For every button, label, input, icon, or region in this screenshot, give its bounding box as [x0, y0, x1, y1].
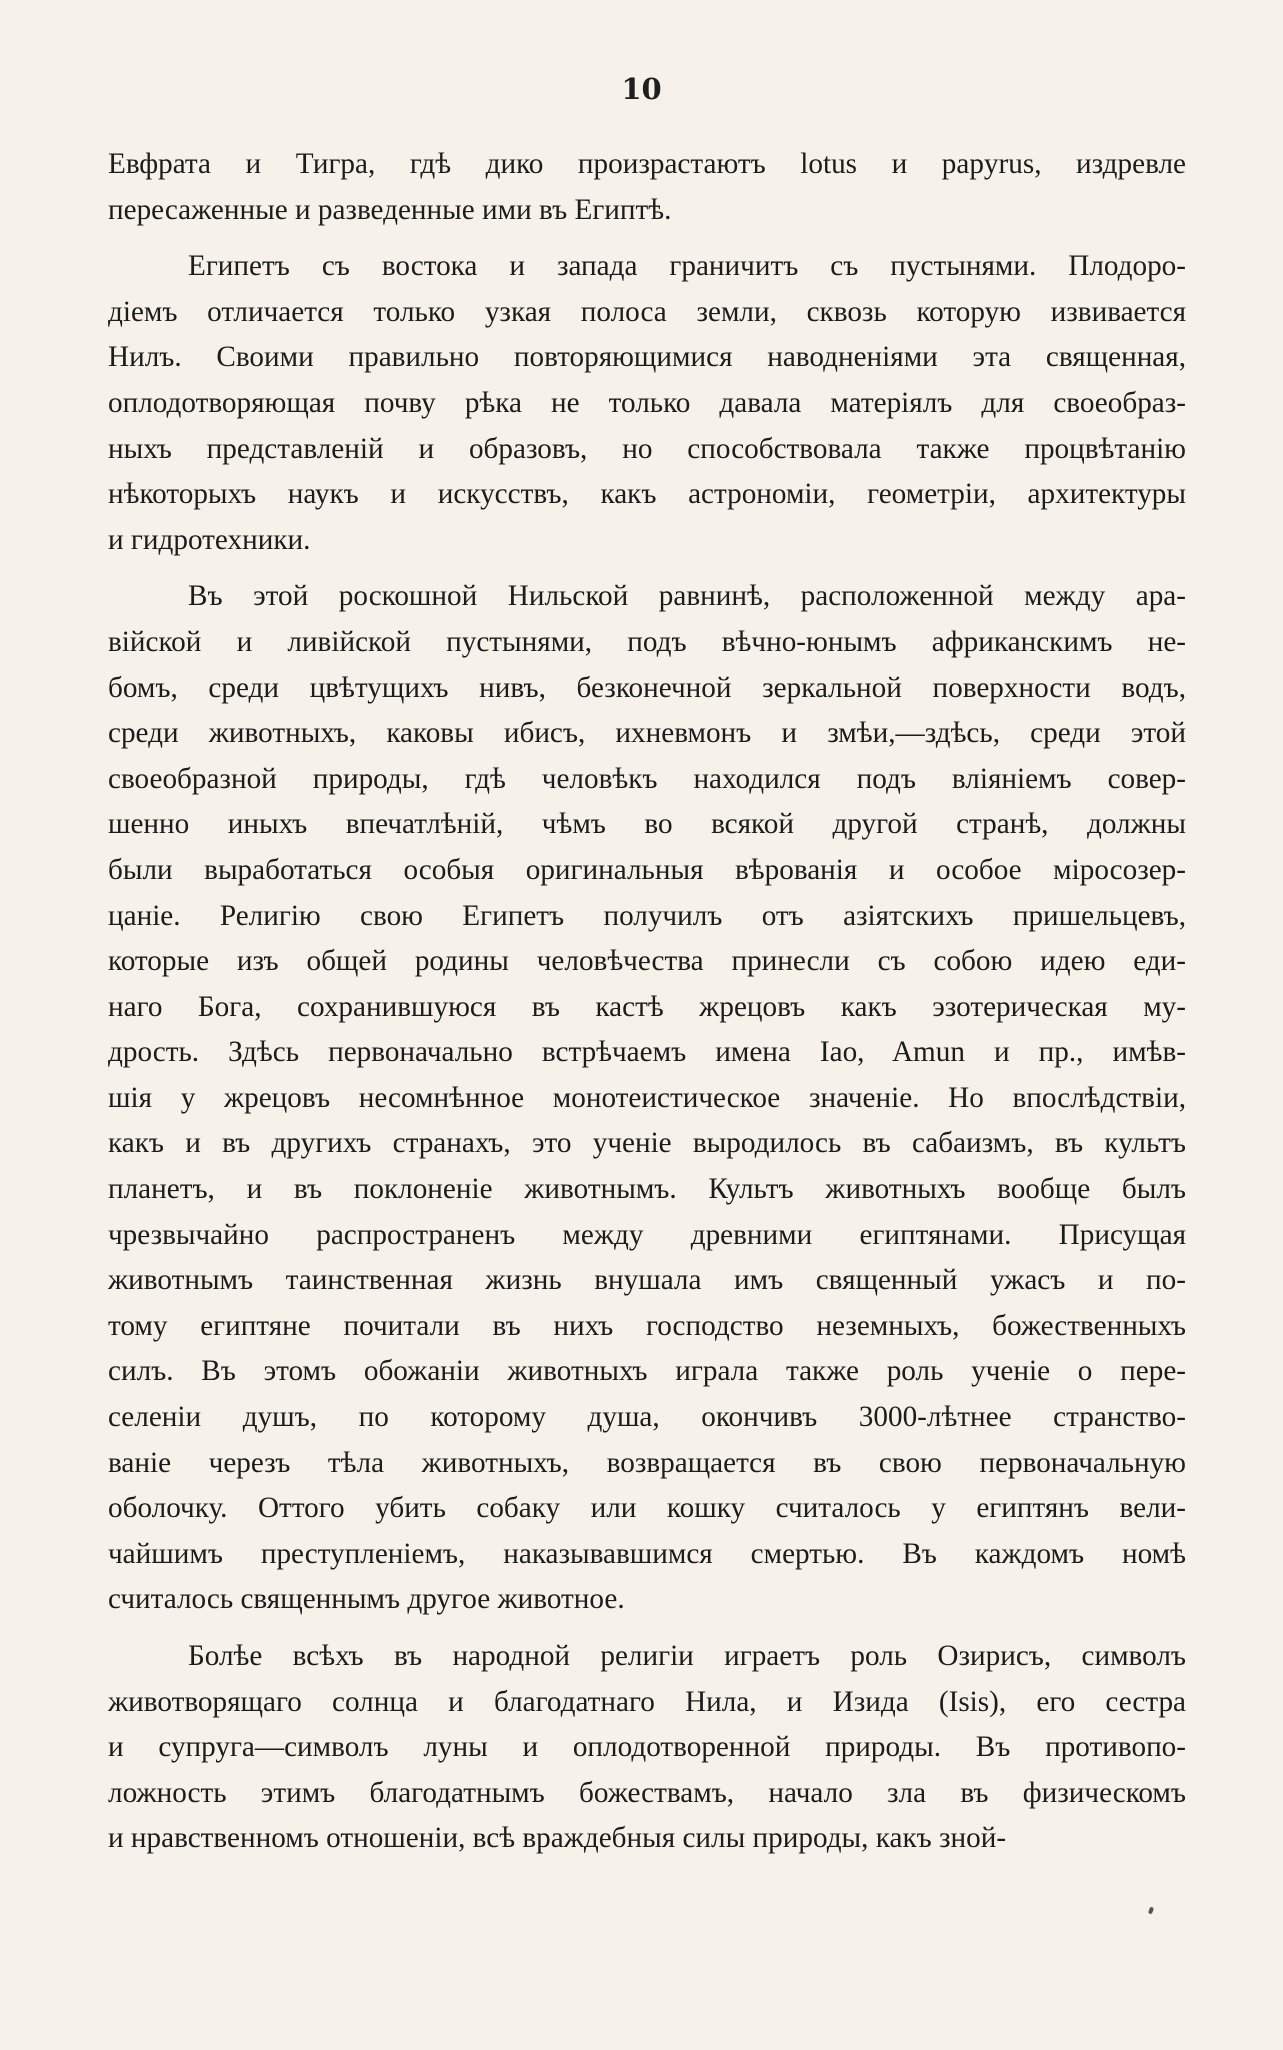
paragraph — [108, 574, 1186, 1623]
ink-speck — [1148, 1907, 1154, 1915]
text-line: оболочку. Оттого убить собаку или кошку считалось у египтянъ вели- — [108, 1492, 1186, 1525]
paragraph — [108, 1634, 1186, 1862]
text-line: нѣкоторыхъ наукъ и искусствъ, какъ астрономіи, геометріи, архитектуры — [108, 478, 1186, 511]
text-line: чрезвычайно распространенъ между древними египтянами. Присущая — [108, 1218, 1186, 1251]
text-line: Болѣе всѣхъ въ народной религіи играетъ роль Озирисъ, символъ — [188, 1640, 1186, 1672]
text-line: Нилъ. Своими правильно повторяющимися наводненіями эта священная, — [108, 341, 1186, 374]
text-line: оплодотворяющая почву рѣка не только давала матеріялъ для своеобраз- — [108, 386, 1186, 419]
text-line: были выработаться особыя оригинальныя вѣрованія и особое міросозер- — [108, 853, 1186, 886]
text-line: Въ этой роскошной Нильской равнинѣ, расположенной между ара- — [188, 580, 1186, 613]
text-line: цаніе. Религію свою Египетъ получилъ отъ азіятскихъ пришельцевъ, — [108, 899, 1186, 932]
text-line: которые изъ общей родины человѣчества принесли съ собою идею еди- — [108, 945, 1186, 978]
text-line: наго Бога, сохранившуюся въ кастѣ жрецовъ какъ эзотерическая му- — [108, 990, 1186, 1023]
text-line: планетъ, и въ поклоненіе животнымъ. Культъ животныхъ вообще былъ — [108, 1173, 1186, 1206]
text-line: своеобразной природы, гдѣ человѣкъ находился подъ вліяніемъ совер- — [108, 762, 1186, 795]
text-line: тому египтяне почитали въ нихъ господство неземныхъ, божественныхъ — [108, 1309, 1186, 1342]
text-line: считалось священнымъ другое животное. — [108, 1583, 625, 1616]
text-line: дрость. Здѣсь первоначально встрѣчаемъ имена Iao, Amun и пр., имѣв- — [108, 1036, 1186, 1069]
text-line: шія у жрецовъ несомнѣнное монотеистическое значеніе. Но впослѣдствіи, — [108, 1081, 1186, 1114]
text-line: и супруга—символъ луны и оплодотворенной природы. Въ противопо- — [108, 1731, 1186, 1764]
text-line: Евфрата и Тигра, гдѣ дико произрастаютъ lotus и papyrus, издревле — [108, 148, 1186, 180]
paragraph — [108, 142, 1186, 233]
text-line: чайшимъ преступленіемъ, наказывавшимся смертью. Въ каждомъ номѣ — [108, 1537, 1186, 1570]
text-line: Египетъ съ востока и запада граничитъ съ пустынями. Плодоро- — [188, 250, 1186, 283]
text-line: селеніи душъ, по которому душа, окончивъ 3000-лѣтнее странство- — [108, 1401, 1186, 1434]
text-line: животнымъ таинственная жизнь внушала имъ священный ужасъ и по- — [108, 1264, 1186, 1297]
text-line: бомъ, среди цвѣтущихъ нивъ, безконечной зеркальной поверхности водъ, — [108, 671, 1186, 704]
body-text — [108, 142, 1186, 1873]
text-line: ваніе черезъ тѣла животныхъ, возвращается въ свою первоначальную — [108, 1446, 1186, 1479]
text-line: війской и ливійской пустынями, подъ вѣчно-юнымъ африканскимъ не- — [108, 625, 1186, 658]
text-line: діемъ отличается только узкая полоса земли, сквозь которую извивается — [108, 295, 1186, 328]
text-line: какъ и въ другихъ странахъ, это ученіе выродилось въ сабаизмъ, въ культъ — [108, 1127, 1186, 1160]
text-line: и гидротехники. — [108, 523, 311, 556]
text-line: среди животныхъ, каковы ибисъ, ихневмонъ и змѣи,—здѣсь, среди этой — [108, 717, 1186, 750]
text-line: ложность этимъ благодатнымъ божествамъ, начало зла въ физическомъ — [108, 1776, 1186, 1809]
text-line: пересаженные и разведенные ими въ Египтѣ. — [108, 193, 672, 226]
paragraph — [108, 244, 1186, 563]
page-number: 10 — [621, 72, 662, 106]
text-line: шенно иныхъ впечатлѣній, чѣмъ во всякой другой странѣ, должны — [108, 808, 1186, 841]
text-line: ныхъ представленій и образовъ, но способствовала также процвѣтанію — [108, 432, 1186, 465]
text-line: животворящаго солнца и благодатнаго Нила, и Изида (Isis), его сестра — [108, 1685, 1186, 1718]
text-line: и нравственномъ отношеніи, всѣ враждебныя силы природы, какъ зной- — [108, 1822, 1007, 1855]
text-line: силъ. Въ этомъ обожаніи животныхъ играла также роль ученіе о пере- — [108, 1355, 1186, 1388]
